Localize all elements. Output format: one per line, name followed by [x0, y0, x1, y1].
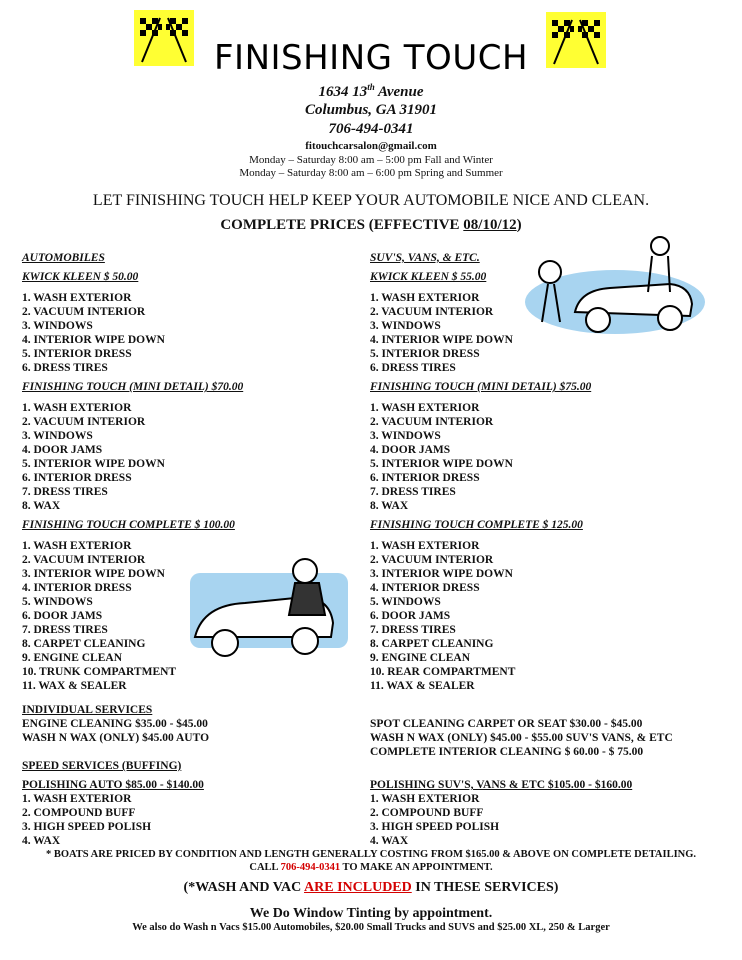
- list-item: 1. WASH EXTERIOR: [370, 292, 480, 304]
- list-item: 4. DOOR JAMS: [370, 444, 451, 456]
- list-item: 9. ENGINE CLEAN: [370, 652, 471, 664]
- list-item: 4. DOOR JAMS: [22, 444, 103, 456]
- list-item: 11. WAX & SEALER: [370, 680, 475, 692]
- email-address: fitouchcarsalon@gmail.com: [305, 140, 437, 152]
- phone-number: 706-494-0341: [328, 121, 414, 137]
- list-item: 1. WASH EXTERIOR: [22, 292, 132, 304]
- hours-fall-winter: Monday – Saturday 8:00 am – 5:00 pm Fall and Winter: [249, 154, 493, 166]
- list-item: 5. WINDOWS: [370, 596, 441, 608]
- individual-services-left: [22, 703, 362, 745]
- list-item: 3. WINDOWS: [22, 320, 93, 332]
- list-item: 2. VACUUM INTERIOR: [22, 554, 146, 566]
- list-item: 5. WINDOWS: [22, 596, 93, 608]
- list-item: 5. INTERIOR DRESS: [370, 348, 480, 360]
- list-item: 6. INTERIOR DRESS: [22, 472, 132, 484]
- address-line-2: Columbus, GA 31901: [304, 102, 438, 118]
- list-item: ENGINE CLEANING $35.00 - $45.00: [22, 718, 208, 730]
- package-heading: FINISHING TOUCH COMPLETE $ 100.00: [22, 519, 235, 531]
- list-item: 1. WASH EXTERIOR: [22, 402, 132, 414]
- list-item: 4. WAX: [370, 835, 409, 847]
- call-phone: 706-494-0341: [280, 862, 341, 873]
- item-list: [370, 539, 720, 693]
- item-list: [22, 291, 352, 375]
- list-item: 1. WASH EXTERIOR: [370, 793, 480, 805]
- package-heading: KWICK KLEEN $ 50.00: [22, 271, 139, 283]
- list-item: 8. WAX: [22, 500, 61, 512]
- speed-services-right: [370, 778, 730, 848]
- speed-services-left: [22, 759, 362, 848]
- boats-note: * BOATS ARE PRICED BY CONDITION AND LENGTH GENERALLY COSTING FROM $165.00 & ABOVE ON COMPLETE DETAILING.: [45, 849, 697, 860]
- included-highlight: ARE INCLUDED: [304, 880, 412, 895]
- list-item: 2. VACUUM INTERIOR: [370, 306, 494, 318]
- hours-spring-summer: Monday – Saturday 8:00 am – 6:00 pm Spring and Summer: [239, 167, 503, 179]
- list-item: 6. DRESS TIRES: [22, 362, 108, 374]
- list-item: 9. ENGINE CLEAN: [22, 652, 123, 664]
- prices-heading: COMPLETE PRICES (EFFECTIVE 08/10/12): [220, 217, 522, 233]
- list-item: 1. WASH EXTERIOR: [370, 540, 480, 552]
- list-item: 7. DRESS TIRES: [370, 486, 456, 498]
- list-item: 4. INTERIOR DRESS: [370, 582, 480, 594]
- list-item: COMPLETE INTERIOR CLEANING $ 60.00 - $ 75.00: [370, 746, 644, 758]
- list-item: 5. INTERIOR DRESS: [22, 348, 132, 360]
- list-item: 5. INTERIOR WIPE DOWN: [370, 458, 513, 470]
- list-item: 6. INTERIOR DRESS: [370, 472, 480, 484]
- list-item: 5. INTERIOR WIPE DOWN: [22, 458, 165, 470]
- category-heading: SUV'S, VANS, & ETC.: [370, 252, 480, 264]
- item-list: [370, 792, 730, 848]
- list-item: 6. DOOR JAMS: [370, 610, 451, 622]
- list-item: 2. COMPOUND BUFF: [22, 807, 136, 819]
- list-item: 8. CARPET CLEANING: [370, 638, 494, 650]
- car-wash-cartoon-top-icon: [520, 232, 710, 342]
- package-heading: FINISHING TOUCH COMPLETE $ 125.00: [370, 519, 583, 531]
- list-item: 11. WAX & SEALER: [22, 680, 127, 692]
- list-item: 6. DOOR JAMS: [22, 610, 103, 622]
- list-item: 1. WASH EXTERIOR: [370, 402, 480, 414]
- address-line-1: 1634 13th Avenue: [318, 82, 424, 100]
- list-item: 3. WINDOWS: [370, 430, 441, 442]
- list-item: 3. INTERIOR WIPE DOWN: [22, 568, 165, 580]
- call-note: CALL 706-494-0341 TO MAKE AN APPOINTMENT.: [249, 862, 493, 873]
- list-item: 2. VACUUM INTERIOR: [370, 554, 494, 566]
- package-heading: KWICK KLEEN $ 55.00: [370, 271, 487, 283]
- included-note: (*WASH AND VAC ARE INCLUDED IN THESE SERVICES): [183, 880, 559, 895]
- list-item: 3. WINDOWS: [22, 430, 93, 442]
- item-list: [370, 717, 730, 759]
- wash-vacs-note: We also do Wash n Vacs $15.00 Automobiles, $20.00 Small Trucks and SUVS and $25.00 XL, 250 & Larger: [132, 922, 610, 933]
- list-item: 7. DRESS TIRES: [370, 624, 456, 636]
- car-wash-cartoon-bottom-icon: [185, 555, 350, 665]
- list-item: 4. INTERIOR WIPE DOWN: [22, 334, 165, 346]
- list-item: 1. WASH EXTERIOR: [22, 793, 132, 805]
- package-heading: FINISHING TOUCH (MINI DETAIL) $70.00: [22, 381, 244, 393]
- list-item: 2. VACUUM INTERIOR: [22, 306, 146, 318]
- list-item: 10. REAR COMPARTMENT: [370, 666, 516, 678]
- package-heading: POLISHING SUV'S, VANS & ETC $105.00 - $160.00: [370, 779, 633, 791]
- list-item: 3. HIGH SPEED POLISH: [22, 821, 152, 833]
- slogan: LET FINISHING TOUCH HELP KEEP YOUR AUTOMOBILE NICE AND CLEAN.: [92, 192, 650, 209]
- list-item: 4. INTERIOR DRESS: [22, 582, 132, 594]
- package-heading: POLISHING AUTO $85.00 - $140.00: [22, 779, 204, 791]
- list-item: 8. WAX: [370, 500, 409, 512]
- list-item: WASH N WAX (ONLY) $45.00 AUTO: [22, 732, 210, 744]
- list-item: 4. WAX: [22, 835, 61, 847]
- section-heading: INDIVIDUAL SERVICES: [22, 704, 153, 716]
- category-heading: AUTOMOBILES: [22, 252, 105, 264]
- business-title: FINISHING TOUCH: [213, 38, 529, 78]
- section-heading: SPEED SERVICES (BUFFING): [22, 760, 182, 772]
- item-list: [370, 401, 720, 513]
- individual-services-right: [370, 717, 730, 759]
- list-item: 7. DRESS TIRES: [22, 486, 108, 498]
- item-list: [22, 401, 352, 513]
- list-item: 2. VACUUM INTERIOR: [22, 416, 146, 428]
- list-item: 1. WASH EXTERIOR: [22, 540, 132, 552]
- list-item: 2. COMPOUND BUFF: [370, 807, 484, 819]
- item-list: [22, 717, 362, 745]
- list-item: 3. WINDOWS: [370, 320, 441, 332]
- list-item: SPOT CLEANING CARPET OR SEAT $30.00 - $45.00: [370, 718, 643, 730]
- list-item: 7. DRESS TIRES: [22, 624, 108, 636]
- list-item: 8. CARPET CLEANING: [22, 638, 146, 650]
- list-item: 2. VACUUM INTERIOR: [370, 416, 494, 428]
- list-item: WASH N WAX (ONLY) $45.00 - $55.00 SUV'S VANS, & ETC: [370, 732, 673, 744]
- item-list: [22, 792, 362, 848]
- list-item: 3. HIGH SPEED POLISH: [370, 821, 500, 833]
- tinting-note: We Do Window Tinting by appointment.: [249, 906, 493, 921]
- package-heading: FINISHING TOUCH (MINI DETAIL) $75.00: [370, 381, 592, 393]
- list-item: 3. INTERIOR WIPE DOWN: [370, 568, 513, 580]
- list-item: 6. DRESS TIRES: [370, 362, 456, 374]
- list-item: 4. INTERIOR WIPE DOWN: [370, 334, 513, 346]
- list-item: 10. TRUNK COMPARTMENT: [22, 666, 177, 678]
